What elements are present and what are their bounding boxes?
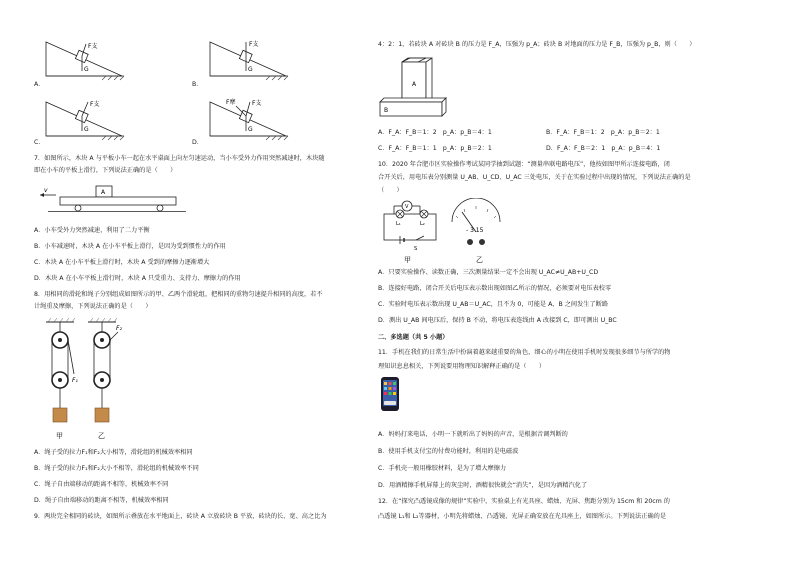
- q7-option-d[interactable]: D．木块 A 在小车平板上滑行时，木块 A 只受重力、支持力、摩擦力的作用: [34, 275, 241, 282]
- gravity-label: G: [248, 66, 253, 73]
- block-a-label: A: [101, 189, 106, 196]
- q9-stem: 9．两块完全相同的砖块，如图所示叠放在水平地面上，砖块 A 立放砖块 B 平放，砖块的长、宽、高之比为: [34, 513, 327, 520]
- right-column: [378, 0, 714, 562]
- phone-icon: [380, 376, 400, 412]
- meter-scale: - 3 15: [466, 227, 484, 234]
- q10-option-a[interactable]: A．只要实验操作、读数正确，三次测量结果一定不会出现 U_AC≠U_AB+U_CD: [378, 269, 599, 276]
- brick-b: [380, 102, 442, 116]
- brick-diagram: [378, 56, 448, 122]
- q8-option-a[interactable]: A．绳子受的拉力F₁和F₂大小相等，滑轮组的机械效率相同: [34, 449, 193, 456]
- q11-phone-figure: [380, 376, 400, 412]
- q7-option-a[interactable]: A．小车受外力突然减速，利用了二力平衡: [34, 227, 150, 234]
- q10-stem-line2: 合开关后，用电压表分别测量 U_AB、U_CD、U_AC 三处电压，关于在实验过程中出现的情况，下列说法正确的是: [378, 174, 691, 181]
- meter-yi-label: 乙: [476, 256, 483, 264]
- q12-stem-line1: 12．在“探究凸透镜成像的规律”实验中，实验桌上有光具座、蜡烛、光屏、焦距分别为 15cm 和 20cm 的: [378, 498, 670, 505]
- q8-option-d[interactable]: D．绳子自由端移动的距离不相等，机械效率相同: [34, 497, 169, 504]
- q6-figure-a: [42, 38, 128, 84]
- weight-yi: [95, 408, 109, 422]
- q7-stem-line2: 即在小车的平板上滑行，下列说法正确的是（ ）: [34, 167, 177, 174]
- pulley-diagram: [42, 318, 142, 442]
- q7-option-b[interactable]: B．小车减速时，木块 A 在小车平板上滑行，是因为受到惯性力的作用: [34, 243, 226, 250]
- q8-option-c[interactable]: C．绳子自由端移动的距离不相等，机械效率不同: [34, 481, 169, 488]
- velocity-label: v: [44, 187, 48, 194]
- cart-board: [60, 197, 176, 205]
- q10-option-b[interactable]: B．连接好电路，闭合开关后电压表示数出现如图乙所示的情况，必须要对电压表校零: [378, 285, 612, 292]
- label-jia: 甲: [56, 432, 63, 440]
- label-yi: 乙: [98, 432, 105, 440]
- q6-option-c-label[interactable]: C．: [34, 139, 45, 146]
- switch-label: S: [414, 246, 418, 252]
- q9-brick-figure: [378, 56, 448, 122]
- lamp-l1-label: L₁: [396, 221, 401, 227]
- q11-stem-line1: 11．手机在我们的日常生活中扮演着越来越重要的角色，细心的小明在使用手机时发现很多细节与所学的物: [378, 349, 671, 356]
- q8-stem-line1: 8．用相同的滑轮和绳子分别组成如图所示的甲、乙两个滑轮组，把相同的重物匀速提升相同的高度，若不: [34, 291, 323, 298]
- q8-option-b[interactable]: B．绳子受的拉力F₁和F₂大小不相等，滑轮组的机械效率不同: [34, 465, 199, 472]
- q10-stem-line3: （ ）: [378, 187, 403, 194]
- q10-circuit-figure: [380, 198, 510, 266]
- q6-option-d-label[interactable]: D．: [192, 139, 203, 146]
- gravity-label: G: [84, 66, 89, 73]
- q11-option-b[interactable]: B．使用手机支付宝的付费功能时，利用的是电磁波: [378, 448, 519, 455]
- force-f1-label: F₁: [72, 377, 78, 384]
- q8-pulley-figure: [42, 318, 142, 442]
- q11-option-d[interactable]: D．用酒精擦手机屏幕上的灰尘时，酒精很快就会“消失”，是因为酒精汽化了: [378, 482, 588, 489]
- q9-option-c[interactable]: C．F_A：F_B＝1：1 p_A：p_B＝2：1: [378, 145, 492, 152]
- q8-stem-line2: 计绳重及摩擦，下列说法正确的是（ ）: [34, 303, 152, 310]
- cart-diagram: [38, 182, 188, 218]
- q7-option-c[interactable]: C．木块 A 在小车平板上滑行时，木块 A 受到的摩擦力逐渐增大: [34, 259, 210, 266]
- q9-option-b[interactable]: B．F_A：F_B＝1：2 p_A：p_B＝2：1: [546, 129, 660, 136]
- incline-diagram-b: [206, 38, 292, 84]
- q6-figure-b: [206, 38, 292, 84]
- brick-a-label: A: [412, 81, 417, 88]
- q11-stem-line2: 理知识息息相关，下列说要用物理知识解释正确的是（ ）: [378, 363, 546, 370]
- force-label: F支: [249, 41, 259, 48]
- q11-option-a[interactable]: A．妈妈打来电话，小明一下就听出了妈妈的声音，是根据音调判断的: [378, 431, 568, 438]
- gravity-label: G: [84, 126, 89, 133]
- q10-stem-line1: 10．2020 年合肥市区实验操作考试某同学抽到试题：“测量串联电路电压”，他按如图甲所示连接电路，闭: [378, 161, 670, 168]
- q6-option-b-label[interactable]: B．: [192, 81, 203, 88]
- q6-option-a-label[interactable]: A．: [34, 81, 45, 88]
- force-label: F支: [90, 101, 100, 108]
- incline-diagram-d: [206, 96, 292, 144]
- q11-option-c[interactable]: C．手机壳一般用橡胶材料，是为了增大摩擦力: [378, 465, 507, 472]
- voltmeter-label: V: [405, 204, 409, 210]
- brick-b-label: B: [384, 107, 389, 114]
- force-label: F支: [88, 43, 98, 50]
- circuit-jia-label: 甲: [404, 256, 411, 264]
- q9-stem-continued: 4：2：1，若砖块 A 对砖块 B 的压力是 F_A，压强为 p_A；砖块 B 对地面的压力是 F_B，压强为 p_B，则（ ）: [378, 41, 696, 48]
- incline-diagram-c: [42, 98, 128, 144]
- switch-s: [416, 236, 424, 240]
- q12-stem-line2: 凸透镜 L₁和 L₂等器材，小明先将蜡烛、凸透镜、光屏正确安放在光具座上，如图所示。下列说法正确的是: [378, 513, 667, 520]
- ceiling-yi: [88, 318, 117, 322]
- q10-option-c[interactable]: C．实验时电压表示数出现 U_AB＝U_AC，且不为 0，可能是 A、B 之间发生了断路: [378, 301, 609, 308]
- circuit-diagram: [380, 198, 510, 266]
- q7-cart-figure: [38, 182, 188, 218]
- gravity-label: G: [248, 126, 253, 133]
- q6-figure-c: [42, 98, 128, 144]
- q10-option-d[interactable]: D．测出 U_AB 间电压后，保持 B 不动，将电压表连线由 A 改接到 C，即可测出 U_BC: [378, 317, 617, 324]
- force-label: F支: [252, 100, 262, 107]
- lamp-l2-label: L₂: [420, 221, 425, 227]
- q6-figure-d: [206, 96, 292, 144]
- q7-stem-line1: 7．如图所示，木块 A 与平板小车一起在水平桌面上向左匀速运动，当小车受外力作用突然减速时，木块随: [34, 155, 325, 162]
- section-heading-multi-choice: 二、多选题（共 5 小题）: [378, 334, 449, 341]
- q9-option-a[interactable]: A．F_A：F_B＝1：2 p_A：p_B＝4：1: [378, 129, 492, 136]
- friction-label: F摩: [226, 99, 236, 106]
- q9-option-d[interactable]: D．F_A：F_B＝2：1 p_A：p_B＝4：1: [546, 145, 661, 152]
- force-f2-label: F₂: [116, 325, 122, 332]
- left-column: [34, 0, 364, 562]
- weight-jia: [53, 408, 67, 422]
- ceiling-jia: [46, 318, 75, 322]
- incline-diagram-a: [42, 38, 128, 84]
